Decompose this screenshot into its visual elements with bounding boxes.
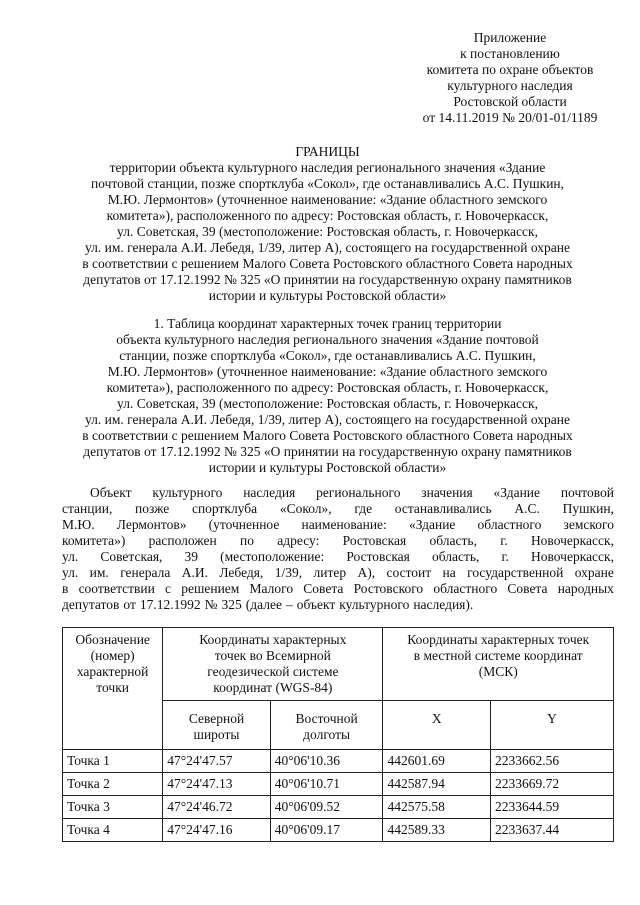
cell-y: 2233644.59 (490, 796, 613, 819)
header-text: Координаты характерных (199, 632, 347, 647)
cell-latitude: 47°24'47.16 (163, 819, 271, 842)
paragraph-line: Объект культурного наследия регионального значения «Здание почтовой (90, 485, 614, 500)
cell-point: Точка 2 (63, 773, 163, 796)
section-line: ул. Советская, 39 (местоположение: Ростовская область, г. Новочеркасск, (117, 396, 538, 411)
annex-line: культурного наследия (447, 78, 573, 93)
section-line: станции, позже спортклуба «Сокол», где останавливались А.С. Пушкин, (119, 348, 536, 363)
paragraph-line: депутатов от 17.12.1992 № 325 (далее – объект культурного наследия). (62, 597, 474, 612)
header-text: координат (WGS-84) (213, 680, 333, 695)
title-line: ул. Советская, 39 (местоположение: Ростовская область, г. Новочеркасск, (117, 224, 538, 239)
section-line: 1. Таблица координат характерных точек границ территории (153, 316, 502, 331)
section-line: в соответствии с решением Малого Совета Ростовского областного Совета народных (82, 428, 573, 443)
header-text: Восточной (295, 711, 358, 726)
cell-point: Точка 1 (63, 750, 163, 773)
header-text: (номер) (90, 648, 135, 663)
header-msk (383, 628, 614, 701)
table-row (63, 773, 614, 796)
annex-line: от 14.11.2019 № 20/01-01/1189 (422, 110, 598, 125)
annex-line: Ростовской области (453, 94, 567, 109)
cell-y: 2233637.44 (490, 819, 613, 842)
section-line: М.Ю. Лермонтов» (уточненное наименование: «Здание областного земского (107, 364, 548, 379)
title-line: комитета»), расположенного по адресу: Ростовская область, г. Новочеркасск, (106, 208, 549, 223)
header-x: X (383, 701, 491, 750)
cell-latitude: 47°24'47.13 (163, 773, 271, 796)
title-line: М.Ю. Лермонтов» (уточненное наименование: «Здание областного земского (107, 192, 548, 207)
header-text: точек во Всемирной (214, 648, 331, 663)
table-header-row (63, 628, 614, 701)
header-text: широты (193, 727, 240, 742)
cell-point: Точка 3 (63, 796, 163, 819)
document-title (40, 144, 615, 304)
section-line: депутатов от 17.12.1992 № 325 «О принятии на государственную охрану памятников (83, 444, 572, 459)
cell-x: 442575.58 (383, 796, 491, 819)
title-line: ул. им. генерала А.И. Лебедя, 1/39, литер А), состоящего на государственной охране (85, 240, 570, 255)
cell-latitude: 47°24'46.72 (163, 796, 271, 819)
cell-longitude: 40°06'09.52 (270, 796, 383, 819)
section-heading (40, 316, 615, 476)
table-row (63, 796, 614, 819)
header-wgs (163, 628, 383, 701)
header-text: (МСК) (478, 664, 518, 679)
title-line: депутатов от 17.12.1992 № 325 «О принятии на государственную охрану памятников (83, 272, 572, 287)
header-text: геодезической системе (207, 664, 339, 679)
paragraph-line: станции, позже спортклуба «Сокол», где останавливались А.С. Пушкин, (62, 501, 614, 516)
body-paragraph (62, 485, 614, 613)
cell-x: 442589.33 (383, 819, 491, 842)
header-text: Северной (188, 711, 245, 726)
cell-x: 442601.69 (383, 750, 491, 773)
section-line: объекта культурного наследия регионального значения «Здание почтовой (116, 332, 539, 347)
section-line: ул. им. генерала А.И. Лебедя, 1/39, литер А), состоящего на государственной охране (85, 412, 570, 427)
cell-longitude: 40°06'09.17 (270, 819, 383, 842)
section-line: истории и культуры Ростовской области» (208, 460, 447, 475)
paragraph-line: ул. Советская, 39 (местоположение: Ростовская область, г. Новочеркасск, (62, 549, 614, 564)
cell-y: 2233669.72 (490, 773, 613, 796)
paragraph-line: в соответствии с решением Малого Совета Ростовского областного Совета народных (62, 581, 614, 596)
table-row (63, 750, 614, 773)
header-y: Y (490, 701, 613, 750)
header-text: в местной системе координат (413, 648, 583, 663)
header-text: характерной (76, 664, 149, 679)
title-heading: ГРАНИЦЫ (295, 144, 360, 159)
annex-line: Приложение (473, 30, 547, 45)
paragraph-line: ул. им. генерала А.И. Лебедя, 1/39, литер А), состоит на государственной охране (62, 565, 614, 580)
annex-line: комитета по охране объектов (426, 62, 594, 77)
cell-y: 2233662.56 (490, 750, 613, 773)
header-north (163, 701, 271, 750)
cell-latitude: 47°24'47.57 (163, 750, 271, 773)
cell-x: 442587.94 (383, 773, 491, 796)
coordinates-table (62, 627, 614, 842)
title-line: территории объекта культурного наследия регионального значения «Здание (109, 160, 546, 175)
header-text: долготы (303, 727, 351, 742)
cell-longitude: 40°06'10.71 (270, 773, 383, 796)
section-line: комитета»), расположенного по адресу: Ростовская область, г. Новочеркасск, (106, 380, 549, 395)
paragraph-line: комитета») расположен по адресу: Ростовская область, г. Новочеркасск, (62, 533, 614, 548)
title-line: в соответствии с решением Малого Совета Ростовского областного Совета народных (82, 256, 573, 271)
table-row (63, 819, 614, 842)
title-line: почтовой станции, позже спортклуба «Сокол», где останавливались А.С. Пушкин, (90, 176, 565, 191)
annex-header (390, 30, 630, 126)
annex-line: к постановлению (460, 46, 560, 61)
header-text: точки (96, 680, 129, 695)
title-line: истории и культуры Ростовской области» (208, 288, 447, 303)
paragraph-line: М.Ю. Лермонтов» (уточненное наименование: «Здание областного земского (62, 517, 614, 532)
header-designation (63, 628, 163, 750)
header-east (270, 701, 383, 750)
cell-point: Точка 4 (63, 819, 163, 842)
header-text: Обозначение (75, 632, 150, 647)
header-text: Координаты характерных точек (407, 632, 590, 647)
cell-longitude: 40°06'10.36 (270, 750, 383, 773)
